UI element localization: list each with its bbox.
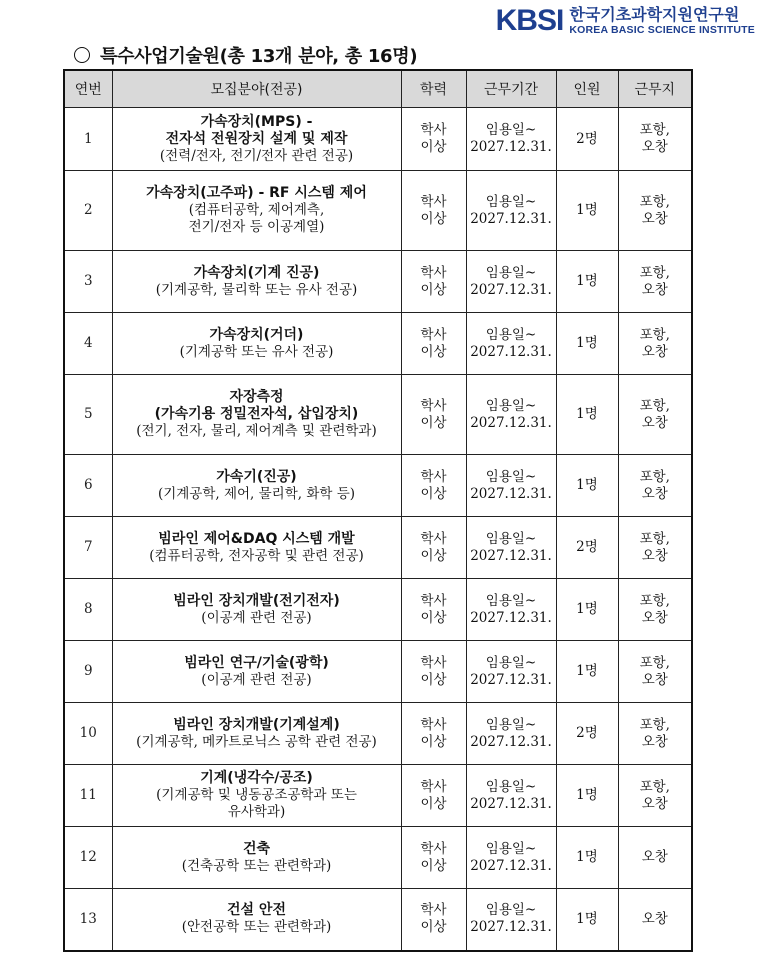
location-text: 오창 — [641, 210, 668, 227]
education-text: 이상 — [420, 857, 447, 874]
education-cell — [401, 108, 466, 171]
field-major: 전기/전자 등 이공계열) — [188, 219, 325, 235]
headcount: 1명 — [556, 455, 618, 517]
location-text: 포항, — [639, 530, 670, 547]
table-body — [64, 108, 692, 951]
field-title: 전자석 전원장치 설계 및 제작 — [165, 130, 348, 147]
period-text: 2027.12.31. — [470, 919, 552, 936]
period-text: 임용일~ — [485, 264, 537, 281]
field-cell — [112, 827, 401, 889]
field-major: (기계공학 및 냉동공조공학과 또는 — [156, 787, 357, 803]
education-text: 이상 — [420, 795, 447, 812]
education-cell — [401, 375, 466, 455]
location-text: 오창 — [641, 910, 668, 927]
education-cell — [401, 827, 466, 889]
location-text: 오창 — [641, 609, 668, 626]
table-header-row — [64, 70, 692, 108]
section-title — [74, 42, 417, 68]
period-text: 임용일~ — [485, 397, 537, 414]
kbsi-logo-mark: KBSI — [495, 4, 564, 37]
headcount: 1명 — [556, 579, 618, 641]
location-cell — [618, 827, 692, 889]
field-title: 건설 안전 — [227, 902, 286, 919]
section-title-text: 특수사업기술원(총 13개 분야, 총 16명) — [100, 46, 418, 67]
education-text: 학사 — [420, 654, 447, 671]
education-text: 학사 — [420, 122, 447, 138]
location-cell — [618, 517, 692, 579]
header-education: 학력 — [401, 70, 466, 108]
period-cell — [466, 517, 556, 579]
education-text: 학사 — [420, 902, 447, 919]
header-location: 근무지 — [618, 70, 692, 108]
field-major: (이공계 관련 전공) — [201, 609, 312, 626]
row-number: 4 — [64, 313, 112, 375]
period-text: 2027.12.31. — [470, 210, 552, 227]
education-text: 이상 — [420, 547, 447, 564]
table-row — [64, 313, 692, 375]
period-cell — [466, 641, 556, 703]
education-cell — [401, 313, 466, 375]
header-period: 근무기간 — [466, 70, 556, 108]
education-text: 이상 — [420, 281, 447, 298]
education-cell — [401, 171, 466, 251]
headcount: 1명 — [556, 889, 618, 951]
period-text: 2027.12.31. — [470, 671, 552, 688]
table-row — [64, 827, 692, 889]
field-cell — [112, 313, 401, 375]
education-cell — [401, 455, 466, 517]
period-text: 임용일~ — [485, 326, 537, 343]
education-text: 학사 — [420, 397, 447, 414]
period-cell — [466, 889, 556, 951]
field-title: 빔라인 연구/기술(광학) — [184, 654, 329, 671]
period-text: 2027.12.31. — [470, 733, 552, 750]
row-number: 7 — [64, 517, 112, 579]
row-number: 13 — [64, 889, 112, 951]
table-row — [64, 171, 692, 251]
row-number: 10 — [64, 703, 112, 765]
header-field: 모집분야(전공) — [112, 70, 401, 108]
period-text: 2027.12.31. — [470, 485, 552, 502]
period-text: 임용일~ — [485, 654, 537, 671]
period-text: 임용일~ — [485, 716, 537, 733]
period-text: 2027.12.31. — [470, 547, 552, 564]
education-text: 이상 — [420, 343, 447, 360]
field-cell — [112, 517, 401, 579]
location-cell — [618, 313, 692, 375]
education-text: 학사 — [420, 840, 447, 857]
field-title: (가속기용 정밀전자석, 삽입장치) — [154, 406, 359, 422]
row-number: 9 — [64, 641, 112, 703]
field-title: 가속기(진공) — [216, 468, 297, 485]
field-major: (기계공학, 메카트로닉스 공학 관련 전공) — [136, 733, 377, 750]
location-cell — [618, 889, 692, 951]
period-cell — [466, 313, 556, 375]
period-text: 2027.12.31. — [470, 609, 552, 626]
education-text: 이상 — [420, 210, 447, 227]
location-text: 포항, — [639, 264, 670, 281]
education-cell — [401, 579, 466, 641]
header-no: 연번 — [64, 70, 112, 108]
field-cell — [112, 171, 401, 251]
field-major: 유사학과) — [227, 804, 286, 820]
education-cell — [401, 251, 466, 313]
period-text: 임용일~ — [485, 122, 537, 138]
education-text: 학사 — [420, 530, 447, 547]
table-row — [64, 517, 692, 579]
period-cell — [466, 108, 556, 171]
field-major: (전력/전자, 전기/전자 관련 전공) — [159, 147, 354, 164]
table-row — [64, 579, 692, 641]
table-row — [64, 375, 692, 455]
field-major: (안전공학 또는 관련학과) — [181, 919, 332, 936]
education-text: 이상 — [420, 671, 447, 688]
field-title: 가속장치(거더) — [209, 326, 304, 343]
education-text: 학사 — [420, 716, 447, 733]
field-major: (건축공학 또는 관련학과) — [181, 857, 332, 874]
location-text: 포항, — [639, 716, 670, 733]
row-number: 11 — [64, 765, 112, 827]
headcount: 2명 — [556, 517, 618, 579]
location-cell — [618, 703, 692, 765]
kbsi-logo-text — [569, 6, 755, 36]
headcount: 1명 — [556, 827, 618, 889]
period-cell — [466, 375, 556, 455]
location-cell — [618, 251, 692, 313]
education-cell — [401, 641, 466, 703]
education-text: 이상 — [420, 139, 447, 155]
table-row — [64, 765, 692, 827]
location-text: 오창 — [641, 733, 668, 750]
location-cell — [618, 171, 692, 251]
education-cell — [401, 517, 466, 579]
field-major: (이공계 관련 전공) — [201, 671, 312, 688]
period-text: 임용일~ — [485, 902, 537, 919]
period-cell — [466, 251, 556, 313]
field-title: 빔라인 장치개발(전기전자) — [173, 592, 340, 609]
location-text: 오창 — [641, 849, 668, 865]
period-cell — [466, 455, 556, 517]
field-cell — [112, 765, 401, 827]
location-text: 오창 — [641, 139, 668, 155]
education-text: 학사 — [420, 592, 447, 609]
period-text: 임용일~ — [485, 592, 537, 609]
education-text: 학사 — [420, 193, 447, 210]
education-text: 이상 — [420, 733, 447, 750]
logo-name-en: KOREA BASIC SCIENCE INSTITUTE — [569, 24, 755, 36]
period-text: 2027.12.31. — [470, 343, 552, 360]
location-text: 오창 — [641, 547, 668, 564]
field-title: 가속장치(MPS) - — [200, 113, 313, 130]
table-row — [64, 108, 692, 171]
period-text: 임용일~ — [485, 840, 537, 857]
field-title: 가속장치(고주파) - RF 시스템 제어 — [146, 185, 367, 201]
row-number: 2 — [64, 171, 112, 251]
table-row — [64, 251, 692, 313]
headcount: 2명 — [556, 703, 618, 765]
education-text: 이상 — [420, 919, 447, 936]
location-text: 포항, — [639, 592, 670, 609]
row-number: 12 — [64, 827, 112, 889]
location-text: 포항, — [639, 468, 670, 485]
education-cell — [401, 703, 466, 765]
field-cell — [112, 889, 401, 951]
period-cell — [466, 703, 556, 765]
field-title: 가속장치(기계 진공) — [193, 264, 320, 281]
table-row — [64, 703, 692, 765]
education-text: 학사 — [420, 264, 447, 281]
field-cell — [112, 375, 401, 455]
field-major: (기계공학, 물리학 또는 유사 전공) — [155, 281, 358, 298]
location-text: 오창 — [641, 485, 668, 502]
location-text: 포항, — [639, 654, 670, 671]
education-text: 이상 — [420, 485, 447, 502]
table-row — [64, 889, 692, 951]
education-text: 학사 — [420, 468, 447, 485]
location-text: 오창 — [641, 343, 668, 360]
field-major: (컴퓨터공학, 제어계측, — [188, 202, 325, 218]
headcount: 1명 — [556, 171, 618, 251]
field-title: 건축 — [242, 840, 271, 857]
headcount: 1명 — [556, 251, 618, 313]
field-cell — [112, 579, 401, 641]
location-text: 포항, — [639, 397, 670, 414]
education-cell — [401, 889, 466, 951]
field-major: (기계공학, 제어, 물리학, 화학 등) — [157, 485, 356, 502]
table-row — [64, 455, 692, 517]
period-text: 2027.12.31. — [470, 414, 552, 431]
period-text: 임용일~ — [485, 468, 537, 485]
field-cell — [112, 455, 401, 517]
field-title: 빔라인 장치개발(기계설계) — [173, 716, 340, 733]
location-text: 오창 — [641, 281, 668, 298]
location-text: 포항, — [639, 193, 670, 210]
logo-name-ko: 한국기초과학지원연구원 — [569, 5, 740, 24]
field-cell — [112, 703, 401, 765]
field-title: 빔라인 제어&DAQ 시스템 개발 — [158, 530, 355, 547]
location-text: 오창 — [641, 414, 668, 431]
row-number: 1 — [64, 108, 112, 171]
headcount: 1명 — [556, 765, 618, 827]
field-major: (전기, 전자, 물리, 제어계측 및 관련학과) — [136, 423, 377, 439]
location-cell — [618, 455, 692, 517]
location-cell — [618, 765, 692, 827]
period-cell — [466, 579, 556, 641]
headcount: 1명 — [556, 641, 618, 703]
row-number: 6 — [64, 455, 112, 517]
location-text: 포항, — [639, 778, 670, 795]
location-text: 포항, — [639, 326, 670, 343]
field-cell — [112, 641, 401, 703]
table-row — [64, 641, 692, 703]
education-text: 이상 — [420, 609, 447, 626]
kbsi-logo — [496, 4, 755, 38]
period-text: 임용일~ — [485, 193, 537, 210]
field-cell — [112, 108, 401, 171]
period-text: 2027.12.31. — [470, 795, 552, 812]
location-cell — [618, 579, 692, 641]
row-number: 3 — [64, 251, 112, 313]
period-text: 2027.12.31. — [470, 281, 552, 298]
period-text: 임용일~ — [485, 778, 537, 795]
header-count: 인원 — [556, 70, 618, 108]
recruitment-table — [63, 69, 693, 952]
headcount: 2명 — [556, 108, 618, 171]
education-text: 이상 — [420, 414, 447, 431]
location-text: 오창 — [641, 671, 668, 688]
location-text: 오창 — [641, 795, 668, 812]
row-number: 5 — [64, 375, 112, 455]
period-cell — [466, 765, 556, 827]
circle-bullet-icon — [74, 47, 90, 63]
location-cell — [618, 641, 692, 703]
field-title: 자장측정 — [229, 389, 284, 405]
period-text: 임용일~ — [485, 530, 537, 547]
period-text: 2027.12.31. — [470, 857, 552, 874]
field-major: (컴퓨터공학, 전자공학 및 관련 전공) — [149, 547, 364, 564]
field-title: 기계(냉각수/공조) — [200, 770, 313, 786]
headcount: 1명 — [556, 375, 618, 455]
period-cell — [466, 171, 556, 251]
location-text: 포항, — [639, 122, 670, 138]
headcount: 1명 — [556, 313, 618, 375]
field-major: (기계공학 또는 유사 전공) — [179, 343, 334, 360]
period-text: 2027.12.31. — [470, 139, 552, 155]
education-text: 학사 — [420, 326, 447, 343]
row-number: 8 — [64, 579, 112, 641]
education-cell — [401, 765, 466, 827]
period-cell — [466, 827, 556, 889]
education-text: 학사 — [420, 778, 447, 795]
location-cell — [618, 375, 692, 455]
field-cell — [112, 251, 401, 313]
location-cell — [618, 108, 692, 171]
